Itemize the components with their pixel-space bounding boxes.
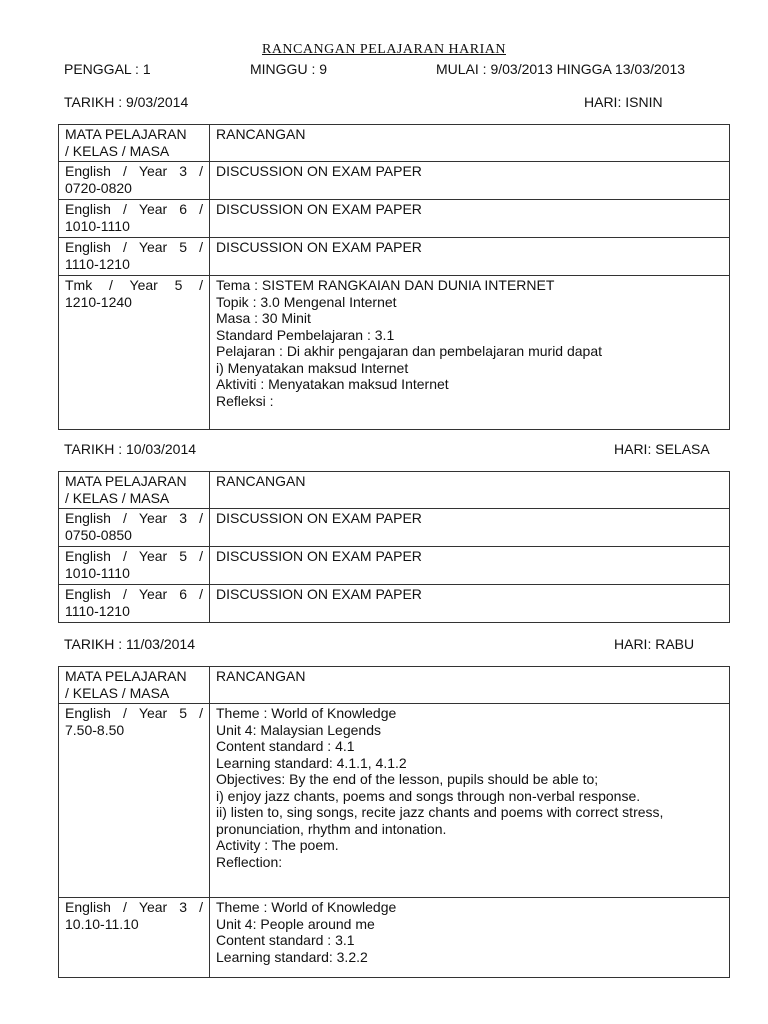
table-row <box>59 238 730 276</box>
subject-class-text <box>65 548 203 565</box>
subject-class-text <box>65 239 203 256</box>
subject-word: / <box>199 899 203 915</box>
subject-word: / <box>122 201 127 217</box>
plan-line: Activity : The poem. <box>216 837 339 853</box>
subject-word: 3 <box>179 510 188 526</box>
plan-line: Masa : 30 Minit <box>216 310 311 326</box>
subject-word: Tmk <box>65 277 93 293</box>
subject-word: / <box>122 705 127 721</box>
subject-cell <box>59 585 210 623</box>
table-header-row <box>59 125 730 162</box>
plan-line: Tema : SISTEM RANGKAIAN DAN DUNIA INTERNET <box>216 277 555 293</box>
day-1-hari: HARI: ISNIN <box>584 94 663 110</box>
subject-word: 3 <box>179 163 188 179</box>
plan-header-cell: RANCANGAN <box>210 125 730 162</box>
subject-word: 6 <box>179 586 188 602</box>
subject-word: Year <box>138 510 168 526</box>
subject-word: / <box>122 163 127 179</box>
subject-word: 5 <box>179 239 188 255</box>
day-3-table <box>58 666 730 978</box>
subject-word: English <box>65 586 111 602</box>
plan-line: DISCUSSION ON EXAM PAPER <box>216 548 422 564</box>
table-header-row <box>59 667 730 704</box>
subject-class-text <box>65 586 203 603</box>
subject-word: / <box>122 239 127 255</box>
table-header-row <box>59 472 730 509</box>
subject-word: English <box>65 548 111 564</box>
day-2-tarikh: TARIKH : 10/03/2014 <box>64 441 197 457</box>
plan-line: Aktiviti : Menyatakan maksud Internet <box>216 376 449 392</box>
plan-line: DISCUSSION ON EXAM PAPER <box>216 510 422 526</box>
day-3-hari: HARI: RABU <box>614 636 695 652</box>
subject-word: / <box>199 239 203 255</box>
subject-word: 5 <box>179 548 188 564</box>
table-row <box>59 509 730 547</box>
subject-word: English <box>65 899 111 915</box>
table-row <box>59 898 730 978</box>
subject-header-text: / KELAS / MASA <box>65 489 170 506</box>
plan-line: DISCUSSION ON EXAM PAPER <box>216 163 422 179</box>
plan-cell <box>210 898 730 978</box>
plan-cell <box>210 509 730 547</box>
table-row <box>59 547 730 585</box>
day-1-table <box>58 124 730 430</box>
mulai-label: MULAI : 9/03/2013 HINGGA 13/03/2013 <box>436 61 686 77</box>
subject-header-cell <box>59 125 210 162</box>
table-row <box>59 162 730 200</box>
subject-class-text <box>65 705 203 722</box>
plan-line: Theme : World of Knowledge <box>216 899 397 915</box>
subject-word: / <box>199 277 203 293</box>
subject-word: Year <box>138 705 168 721</box>
time-text: 1010-1110 <box>65 217 130 234</box>
plan-cell <box>210 547 730 585</box>
plan-cell <box>210 585 730 623</box>
subject-word: English <box>65 201 111 217</box>
plan-cell <box>210 200 730 238</box>
table-row <box>59 276 730 430</box>
subject-word: English <box>65 510 111 526</box>
plan-line: Learning standard: 3.2.2 <box>216 948 368 965</box>
subject-word: 5 <box>179 705 188 721</box>
day-2-table <box>58 471 730 623</box>
plan-line: DISCUSSION ON EXAM PAPER <box>216 586 422 602</box>
plan-line: Theme : World of Knowledge <box>216 705 397 721</box>
subject-header-cell <box>59 667 210 704</box>
plan-line: Refleksi : <box>216 392 274 409</box>
subject-word: / <box>199 510 203 526</box>
subject-cell <box>59 162 210 200</box>
time-text: 1110-1210 <box>65 255 130 272</box>
subject-word: / <box>199 201 203 217</box>
plan-cell <box>210 276 730 430</box>
plan-line: DISCUSSION ON EXAM PAPER <box>216 201 422 217</box>
day-2-hari: HARI: SELASA <box>614 441 710 457</box>
plan-line: Reflection: <box>216 853 283 870</box>
subject-word: / <box>199 705 203 721</box>
plan-line: Topik : 3.0 Mengenal Internet <box>216 293 397 310</box>
plan-line: ii) listen to, sing songs, recite jazz chants and poems with correct stress, pronunciation, rhythm and intonation. <box>216 804 664 837</box>
subject-class-text <box>65 201 203 218</box>
subject-header-text: MATA PELAJARAN <box>65 473 187 489</box>
plan-line: Content standard : 3.1 <box>216 932 355 948</box>
subject-word: / <box>122 548 127 564</box>
plan-line: Standard Pembelajaran : 3.1 <box>216 326 395 343</box>
subject-word: / <box>122 899 127 915</box>
table-row <box>59 585 730 623</box>
subject-word: / <box>122 586 127 602</box>
subject-word: Year <box>138 163 168 179</box>
subject-header-text: MATA PELAJARAN <box>65 668 187 684</box>
subject-word: English <box>65 163 111 179</box>
subject-header-text: MATA PELAJARAN <box>65 126 187 142</box>
subject-word: 3 <box>179 899 188 915</box>
subject-header-text: / KELAS / MASA <box>65 142 170 159</box>
subject-cell <box>59 276 210 430</box>
subject-class-text <box>65 510 203 527</box>
plan-line: Content standard : 4.1 <box>216 738 355 754</box>
subject-cell <box>59 509 210 547</box>
plan-cell <box>210 704 730 898</box>
table-row <box>59 200 730 238</box>
time-text: 10.10-11.10 <box>65 915 139 932</box>
plan-cell <box>210 238 730 276</box>
subject-word: Year <box>138 548 168 564</box>
subject-class-text <box>65 899 203 916</box>
plan-line: i) enjoy jazz chants, poems and songs through non-verbal response. <box>216 787 641 804</box>
subject-word: 5 <box>174 277 183 293</box>
subject-word: / <box>108 277 113 293</box>
subject-word: English <box>65 239 111 255</box>
minggu-label: MINGGU : 9 <box>250 61 328 77</box>
subject-word: Year <box>138 239 168 255</box>
plan-line: i) Menyatakan maksud Internet <box>216 359 409 376</box>
table-row <box>59 704 730 898</box>
subject-word: Year <box>138 899 168 915</box>
plan-line: Unit 4: Malaysian Legends <box>216 721 381 738</box>
subject-word: Year <box>138 586 168 602</box>
plan-header-cell: RANCANGAN <box>210 667 730 704</box>
subject-cell <box>59 200 210 238</box>
time-text: 1010-1110 <box>65 564 130 581</box>
subject-word: English <box>65 705 111 721</box>
day-1-tarikh: TARIKH : 9/03/2014 <box>64 94 189 110</box>
day-3-tarikh: TARIKH : 11/03/2014 <box>64 636 195 652</box>
plan-line: DISCUSSION ON EXAM PAPER <box>216 239 422 255</box>
subject-class-text <box>65 163 203 180</box>
subject-word: / <box>199 163 203 179</box>
time-text: 0720-0820 <box>65 179 132 196</box>
subject-cell <box>59 547 210 585</box>
subject-word: Year <box>129 277 158 293</box>
subject-cell <box>59 238 210 276</box>
subject-word: / <box>199 586 203 602</box>
subject-word: Year <box>138 201 168 217</box>
time-text: 0750-0850 <box>65 526 132 543</box>
time-text: 7.50-8.50 <box>65 721 125 738</box>
plan-line: Unit 4: People around me <box>216 915 375 932</box>
subject-cell <box>59 898 210 978</box>
subject-word: / <box>122 510 127 526</box>
penggal-label: PENGGAL : 1 <box>64 61 151 77</box>
time-text: 1110-1210 <box>65 602 130 619</box>
subject-class-text <box>65 277 203 294</box>
plan-line: Objectives: By the end of the lesson, pupils should be able to; <box>216 771 599 787</box>
document-title: RANCANGAN PELAJARAN HARIAN <box>261 42 506 57</box>
plan-header-cell: RANCANGAN <box>210 472 730 509</box>
subject-word: / <box>199 548 203 564</box>
time-text: 1210-1240 <box>65 293 132 310</box>
subject-header-text: / KELAS / MASA <box>65 684 170 701</box>
subject-word: 6 <box>179 201 188 217</box>
plan-cell <box>210 162 730 200</box>
plan-line: Pelajaran : Di akhir pengajaran dan pembelajaran murid dapat <box>216 343 603 359</box>
plan-line: Learning standard: 4.1.1, 4.1.2 <box>216 754 407 771</box>
subject-header-cell <box>59 472 210 509</box>
subject-cell <box>59 704 210 898</box>
